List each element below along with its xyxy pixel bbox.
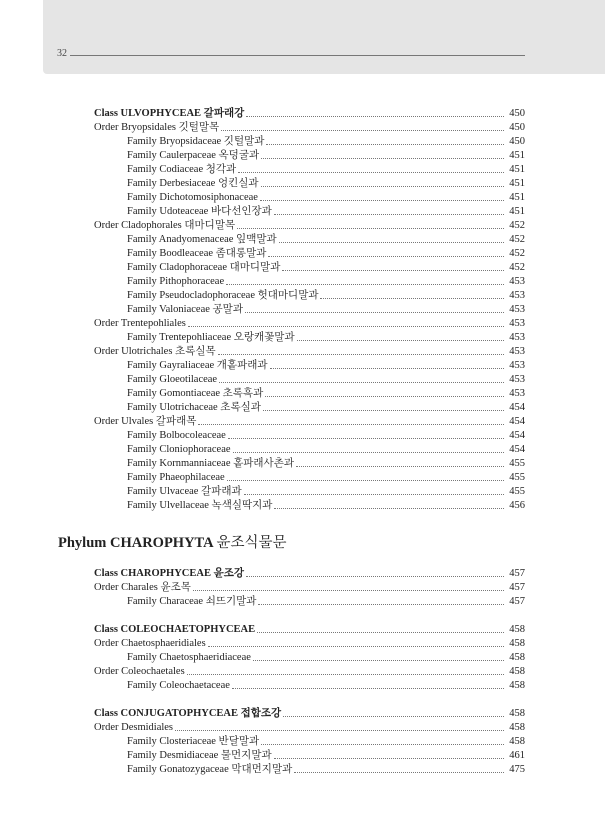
toc-entry-page-number: 451 (509, 178, 525, 189)
dot-leader (221, 130, 504, 131)
toc-entry-label: Family Gomontiaceae 초록흑과 (127, 388, 264, 399)
toc-entry-label: Order Cladophorales 대마디말목 (94, 220, 236, 231)
toc-entry-class[interactable] (94, 106, 525, 120)
toc-entry-label: Class CHAROPHYCEAE 윤조강 (94, 568, 245, 579)
toc-entry-label: Family Udoteaceae 바다선인장과 (127, 206, 272, 217)
toc-entry-page-number: 458 (509, 736, 525, 747)
toc-entry-page-number: 454 (509, 402, 525, 413)
toc-entry-label: Family Caulerpaceae 옥덩굴과 (127, 150, 260, 161)
toc-entry-label: Class COLEOCHAETOPHYCEAE (94, 624, 256, 635)
toc-entry-page-number: 456 (509, 500, 525, 511)
toc-entry-order[interactable] (94, 636, 525, 650)
table-of-contents (0, 106, 605, 776)
toc-entry-family[interactable] (127, 148, 525, 162)
toc-entry-family[interactable] (127, 358, 525, 372)
toc-entry-family[interactable] (127, 428, 525, 442)
toc-entry-family[interactable] (127, 386, 525, 400)
toc-entry-class[interactable] (94, 622, 525, 636)
toc-entry-family[interactable] (127, 470, 525, 484)
toc-entry-label: Family Kornmanniaceae 홑파래사촌과 (127, 458, 294, 469)
dot-leader (274, 214, 504, 215)
page-number: 32 (57, 48, 67, 59)
toc-entry-family[interactable] (127, 498, 525, 512)
dot-leader (261, 744, 504, 745)
toc-entry-family[interactable] (127, 748, 525, 762)
toc-entry-label: Family Coleochaetaceae (127, 680, 230, 691)
toc-entry-family[interactable] (127, 442, 525, 456)
toc-entry-page-number: 458 (509, 666, 525, 677)
toc-entry-order[interactable] (94, 316, 525, 330)
dot-leader (320, 298, 504, 299)
toc-entry-label: Family Bryopsidaceae 깃털말과 (127, 136, 265, 147)
dot-leader (246, 576, 504, 577)
toc-block-ulvophyceae (0, 106, 605, 512)
toc-entry-label: Family Dichotomosiphonaceae (127, 192, 258, 203)
dot-leader (208, 646, 504, 647)
toc-entry-label: Class CONJUGATOPHYCEAE 접합조강 (94, 708, 282, 719)
toc-entry-page-number: 454 (509, 416, 525, 427)
toc-entry-family[interactable] (127, 302, 525, 316)
toc-entry-label: Class ULVOPHYCEAE 갈파래강 (94, 108, 245, 119)
toc-entry-label: Family Closteriaceae 반달말과 (127, 736, 260, 747)
toc-entry-page-number: 457 (509, 596, 525, 607)
toc-entry-page-number: 451 (509, 164, 525, 175)
toc-entry-label: Family Bolbocoleaceae (127, 430, 226, 441)
toc-entry-label: Family Ulotrichaceae 초록실과 (127, 402, 261, 413)
section-gap (0, 608, 605, 622)
toc-entry-page-number: 452 (509, 248, 525, 259)
toc-entry-page-number: 451 (509, 206, 525, 217)
toc-entry-label: Family Valoniaceae 공말과 (127, 304, 243, 315)
dot-leader (175, 730, 504, 731)
toc-entry-order[interactable] (94, 344, 525, 358)
toc-entry-page-number: 455 (509, 472, 525, 483)
toc-entry-page-number: 454 (509, 444, 525, 455)
toc-entry-page-number: 451 (509, 150, 525, 161)
toc-entry-label: Family Gloeotilaceae (127, 374, 218, 385)
dot-leader (187, 674, 504, 675)
dot-leader (297, 340, 504, 341)
dot-leader (193, 590, 504, 591)
toc-entry-page-number: 458 (509, 638, 525, 649)
toc-entry-label: Order Ulvales 갈파래목 (94, 416, 197, 427)
toc-entry-family[interactable] (127, 650, 525, 664)
dot-leader (232, 688, 504, 689)
toc-entry-family[interactable] (127, 762, 525, 776)
dot-leader (260, 200, 504, 201)
toc-entry-family[interactable] (127, 204, 525, 218)
toc-entry-page-number: 452 (509, 262, 525, 273)
toc-entry-family[interactable] (127, 288, 525, 302)
toc-entry-page-number: 453 (509, 332, 525, 343)
toc-block-conjugatophyceae (0, 706, 605, 776)
toc-entry-label: Family Pithophoraceae (127, 276, 225, 287)
toc-entry-label: Family Codiaceae 청각과 (127, 164, 237, 175)
toc-entry-family[interactable] (127, 274, 525, 288)
toc-entry-page-number: 458 (509, 624, 525, 635)
toc-entry-label: Order Chaetosphaeridiales (94, 638, 206, 649)
dot-leader (258, 604, 504, 605)
toc-entry-label: Family Ulvellaceae 녹색실딱지과 (127, 500, 273, 511)
toc-entry-page-number: 453 (509, 318, 525, 329)
toc-entry-page-number: 458 (509, 652, 525, 663)
toc-entry-family[interactable] (127, 400, 525, 414)
dot-leader (283, 716, 504, 717)
phylum-heading (58, 534, 605, 552)
toc-entry-page-number: 458 (509, 708, 525, 719)
dot-leader (282, 270, 504, 271)
toc-entry-label: Order Charales 윤조목 (94, 582, 191, 593)
dot-leader (265, 396, 504, 397)
dot-leader (274, 508, 504, 509)
section-gap (0, 692, 605, 706)
toc-entry-page-number: 453 (509, 276, 525, 287)
toc-entry-label: Family Gayraliaceae 개홑파래과 (127, 360, 268, 371)
toc-entry-label: Family Characeae 쇠뜨기말과 (127, 596, 257, 607)
toc-entry-page-number: 453 (509, 374, 525, 385)
toc-entry-label: Family Desmidiaceae 물먼지말과 (127, 750, 272, 761)
toc-entry-label: Order Ulotrichales 초록실목 (94, 346, 216, 357)
dot-leader (219, 382, 504, 383)
toc-entry-page-number: 453 (509, 388, 525, 399)
toc-entry-page-number: 453 (509, 290, 525, 301)
toc-entry-page-number: 457 (509, 568, 525, 579)
toc-entry-family[interactable] (127, 260, 525, 274)
dot-leader (188, 326, 504, 327)
dot-leader (261, 158, 504, 159)
toc-entry-label: Order Coleochaetales (94, 666, 185, 677)
toc-entry-order[interactable] (94, 120, 525, 134)
toc-entry-family[interactable] (127, 162, 525, 176)
toc-entry-family[interactable] (127, 484, 525, 498)
dot-leader (246, 116, 504, 117)
dot-leader (237, 228, 504, 229)
toc-entry-page-number: 450 (509, 136, 525, 147)
toc-entry-family[interactable] (127, 594, 525, 608)
toc-entry-page-number: 452 (509, 234, 525, 245)
toc-entry-page-number: 455 (509, 486, 525, 497)
toc-entry-order[interactable] (94, 414, 525, 428)
toc-block-coleochaetophyceae (0, 622, 605, 692)
toc-entry-class[interactable] (94, 566, 525, 580)
toc-entry-family[interactable] (127, 734, 525, 748)
dot-leader (296, 466, 504, 467)
dot-leader (261, 186, 504, 187)
toc-entry-order[interactable] (94, 664, 525, 678)
toc-entry-page-number: 453 (509, 360, 525, 371)
toc-block-charophyceae (0, 566, 605, 608)
dot-leader (238, 172, 504, 173)
toc-entry-family[interactable] (127, 678, 525, 692)
toc-entry-order[interactable] (94, 720, 525, 734)
dot-leader (218, 354, 504, 355)
toc-entry-family[interactable] (127, 456, 525, 470)
toc-entry-order[interactable] (94, 580, 525, 594)
dot-leader (245, 312, 504, 313)
toc-entry-label: Family Pseudocladophoraceae 헛대마디말과 (127, 290, 319, 301)
toc-entry-page-number: 454 (509, 430, 525, 441)
toc-entry-label: Family Gonatozygaceae 막대먼지말과 (127, 764, 293, 775)
toc-entry-family[interactable] (127, 246, 525, 260)
toc-entry-page-number: 451 (509, 192, 525, 203)
toc-entry-page-number: 461 (509, 750, 525, 761)
dot-leader (198, 424, 504, 425)
toc-entry-order[interactable] (94, 218, 525, 232)
dot-leader (279, 242, 504, 243)
toc-entry-family[interactable] (127, 372, 525, 386)
toc-entry-label: Family Chaetosphaeridiaceae (127, 652, 251, 663)
toc-entry-page-number: 450 (509, 122, 525, 133)
toc-entry-family[interactable] (127, 330, 525, 344)
phylum-heading-latin: Phylum CHAROPHYTA (58, 535, 213, 551)
dot-leader (244, 494, 504, 495)
dot-leader (294, 772, 504, 773)
page-header-band (43, 0, 605, 74)
toc-entry-page-number: 458 (509, 680, 525, 691)
toc-entry-label: Family Cladophoraceae 대마디말과 (127, 262, 281, 273)
toc-entry-label: Family Anadyomenaceae 잎맥말과 (127, 234, 277, 245)
toc-entry-page-number: 458 (509, 722, 525, 733)
dot-leader (263, 410, 504, 411)
dot-leader (227, 480, 504, 481)
toc-entry-page-number: 475 (509, 764, 525, 775)
toc-entry-family[interactable] (127, 190, 525, 204)
dot-leader (274, 758, 504, 759)
toc-entry-label: Order Desmidiales (94, 722, 174, 733)
toc-entry-family[interactable] (127, 232, 525, 246)
dot-leader (226, 284, 504, 285)
dot-leader (233, 452, 504, 453)
toc-entry-page-number: 455 (509, 458, 525, 469)
toc-entry-label: Family Trentepohliaceae 오랑캐꽃말과 (127, 332, 295, 343)
dot-leader (268, 256, 504, 257)
dot-leader (257, 632, 504, 633)
dot-leader (253, 660, 504, 661)
dot-leader (228, 438, 504, 439)
dot-leader (270, 368, 504, 369)
header-rule (70, 55, 525, 56)
toc-entry-page-number: 457 (509, 582, 525, 593)
toc-entry-label: Family Ulvaceae 갈파래과 (127, 486, 242, 497)
phylum-heading-korean: 윤조식물문 (216, 535, 287, 551)
toc-entry-label: Order Bryopsidales 깃털말목 (94, 122, 220, 133)
toc-entry-page-number: 450 (509, 108, 525, 119)
toc-entry-family[interactable] (127, 134, 525, 148)
toc-entry-family[interactable] (127, 176, 525, 190)
toc-entry-label: Family Boodleaceae 좀대롱말과 (127, 248, 267, 259)
toc-entry-page-number: 453 (509, 346, 525, 357)
toc-entry-label: Family Cloniophoraceae (127, 444, 231, 455)
toc-entry-label: Family Phaeophilaceae (127, 472, 225, 483)
toc-entry-class[interactable] (94, 706, 525, 720)
toc-entry-label: Order Trentepohliales (94, 318, 186, 329)
toc-entry-page-number: 452 (509, 220, 525, 231)
toc-entry-page-number: 453 (509, 304, 525, 315)
toc-entry-label: Family Derbesiaceae 엉킨실과 (127, 178, 259, 189)
dot-leader (266, 144, 504, 145)
